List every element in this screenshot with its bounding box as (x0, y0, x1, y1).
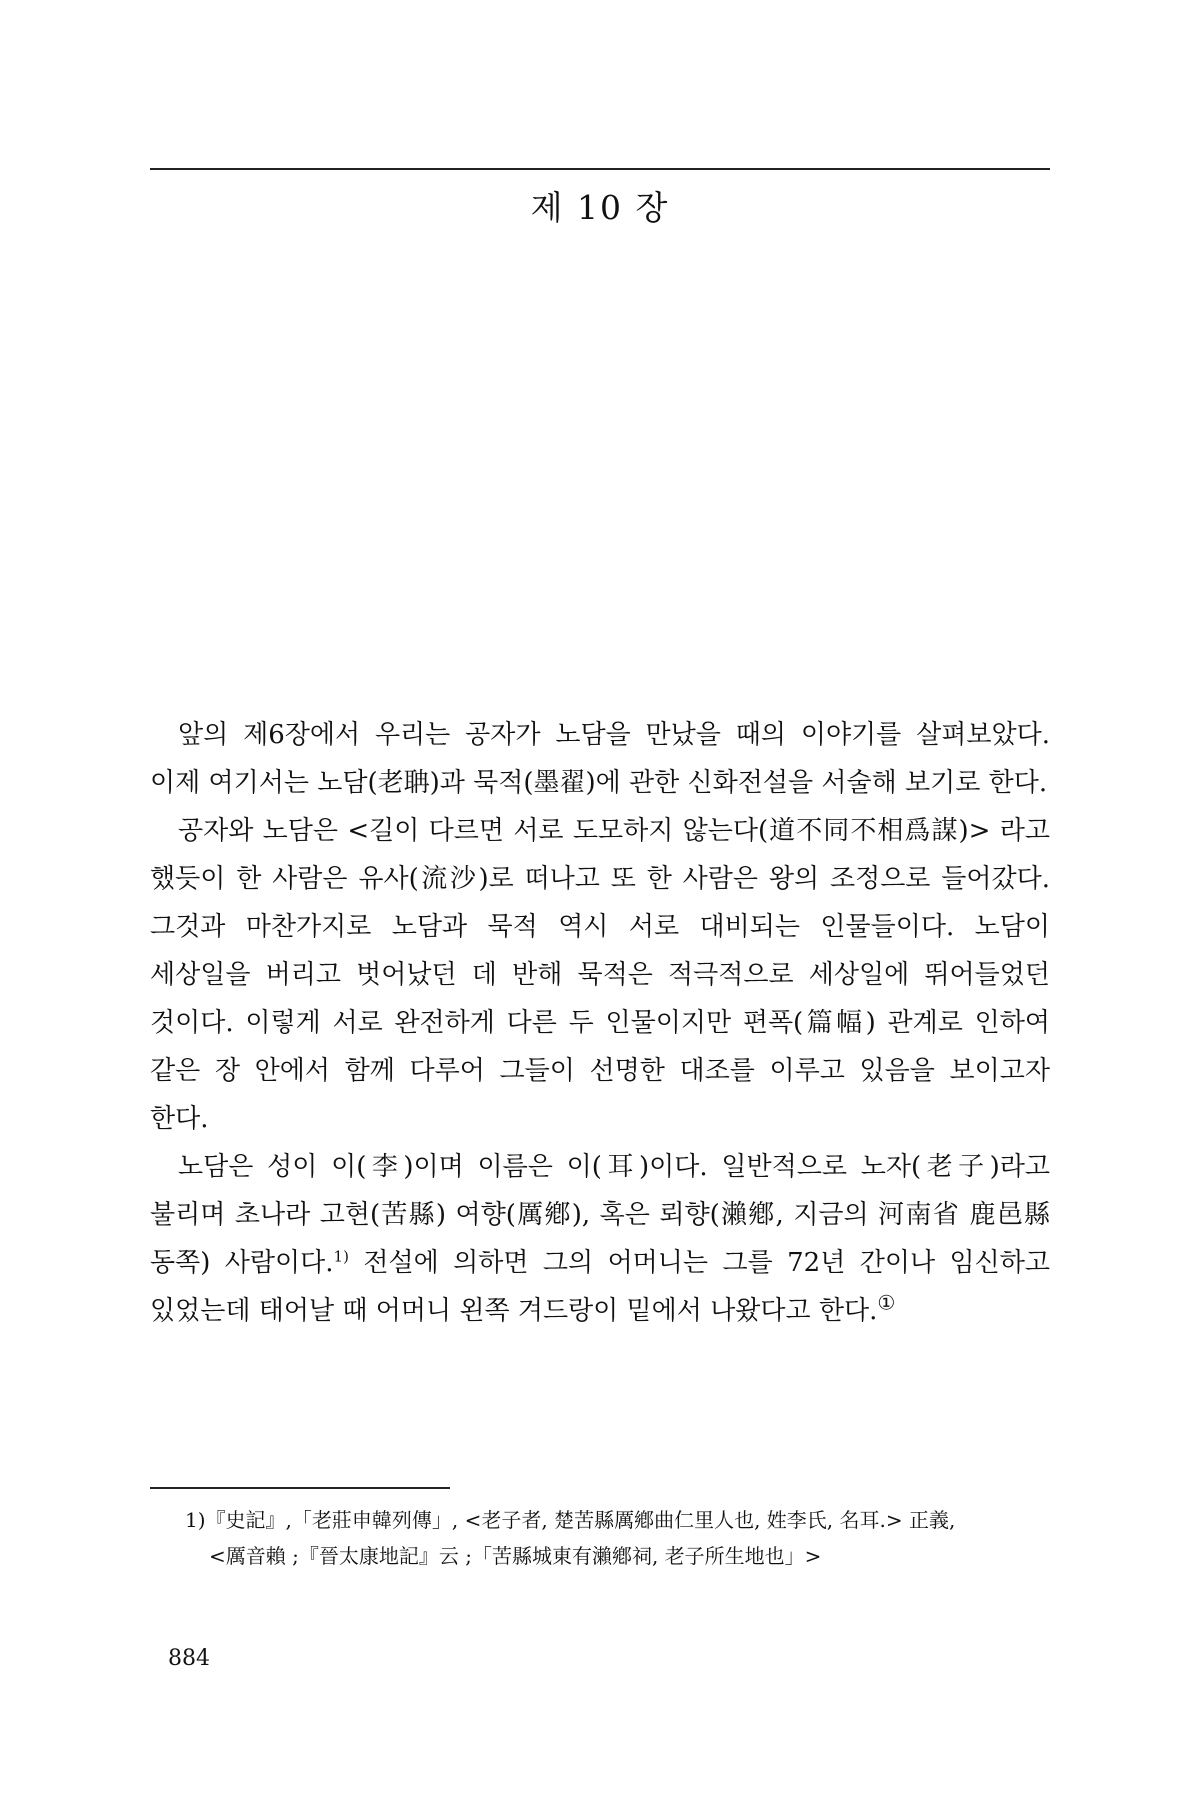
footnote-line-2: <厲音賴 ;『晉太康地記』云 ;「苦縣城東有瀨鄕祠, 老子所生地也」> (209, 1544, 822, 1568)
paragraph-3-text-a: 노담은 성이 이(李)이며 이름은 이(耳)이다. 일반적으로 노자(老子)라고 불리며 초나라 고현(苦縣) 여향(厲鄕), 혹은 뢰향(瀨鄕, 지금의 河南省 鹿邑縣 동쪽) 사람이다. (150, 1152, 1050, 1278)
footnote-rule (150, 1487, 450, 1489)
paragraph-1: 앞의 제6장에서 우리는 공자가 노담을 만났을 때의 이야기를 살펴보았다. 이제 여기서는 노담(老聃)과 묵적(墨翟)에 관한 신화전설을 서술해 보기로 한다. (150, 720, 1050, 798)
chapter-title: 제 10 장 (530, 188, 670, 227)
paragraph-3 (150, 1143, 1050, 1335)
page-number: 884 (168, 1646, 210, 1671)
body-text (150, 711, 1050, 1335)
header-rule (150, 168, 1050, 170)
footnote-line-1: 1)『史記』,「老莊申韓列傳」, <老子者, 楚苦縣厲鄕曲仁里人也, 姓李氏, 名耳.> 正義, (185, 1508, 956, 1532)
annotation-ref-1: ① (877, 1290, 896, 1315)
paragraph-2: 공자와 노담은 <길이 다르면 서로 도모하지 않는다(道不同不相爲謀)> 라고 했듯이 한 사람은 유사(流沙)로 떠나고 또 한 사람은 왕의 조정으로 들어갔다. 그것과 마찬가지로 노담과 묵적 역시 서로 대비되는 인물들이다. 노담이 세상일을 버리고 벗어났던 데 반해 묵적은 적극적으로 세상일에 뛰어들었던 것이다. 이렇게 서로 완전하게 다른 두 인물이지만 편폭(篇幅) 관계로 인하여 같은 장 안에서 함께 다루어 그들이 선명한 대조를 이루고 있음을 보이고자 한다. (150, 816, 1050, 1134)
paragraph-3-text-b: 전설에 의하면 그의 어머니는 그를 72년 간이나 임신하고 있었는데 태어날 때 어머니 왼쪽 겨드랑이 밑에서 나왔다고 한다. (150, 1248, 1050, 1326)
footnote-ref-1: 1) (333, 1247, 349, 1266)
footnote-1 (185, 1502, 1055, 1574)
